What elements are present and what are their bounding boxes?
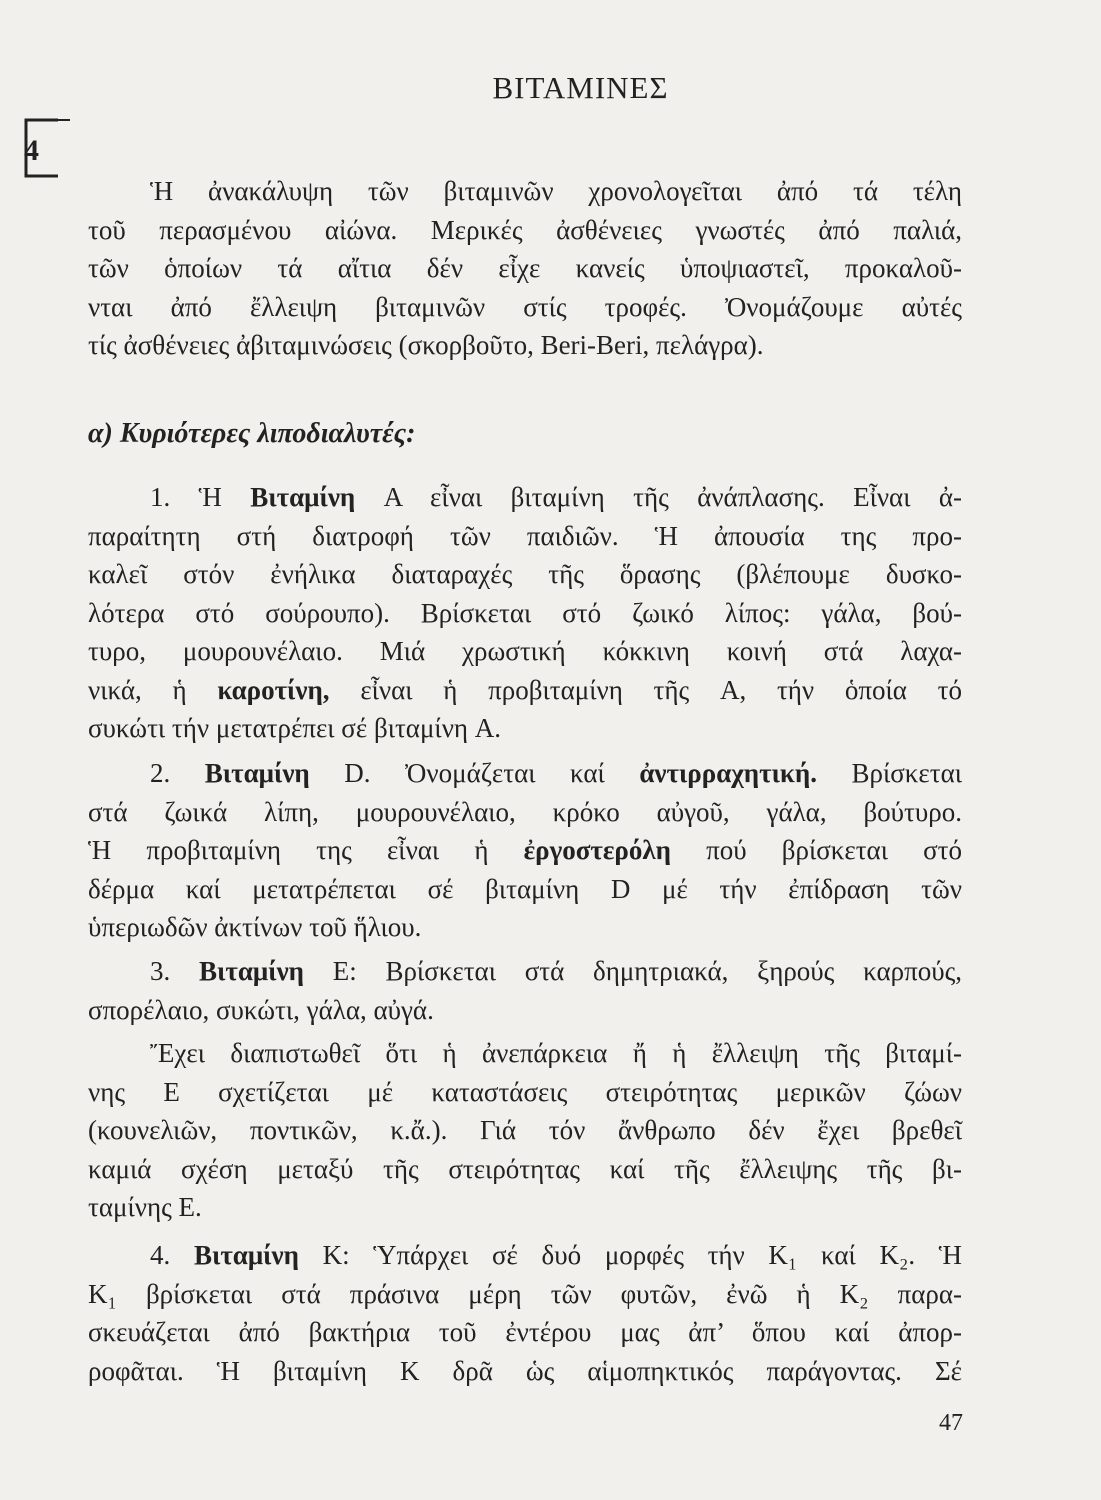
intro-line: Ἡ ἀνακάλυψη τῶν βιταμινῶν χρονολογεῖται ἀπό τά τέλη bbox=[150, 176, 962, 206]
item-vitamin-a bbox=[88, 478, 962, 748]
item-line bbox=[88, 671, 962, 710]
item-bold-term: Βιταμίνη bbox=[193, 1240, 299, 1270]
item-line: δέρμα καί μετατρέπεται σέ βιταμίνη D μέ τήν ἐπίδραση τῶν bbox=[88, 873, 962, 904]
page-number: 47 bbox=[939, 1410, 963, 1436]
item-bold-term: ἐργοστερόλη bbox=[523, 835, 671, 865]
item-line: παραίτητη στή διατροφή τῶν παιδιῶν. Ἡ ἀπουσία της προ- bbox=[88, 520, 962, 551]
item-text: A εἶναι βιταμίνη τῆς ἀνάπλασης. Εἶναι ἀ- bbox=[383, 482, 963, 512]
item-vitamin-k bbox=[88, 1236, 962, 1390]
item-text: Βρίσκεται bbox=[851, 758, 963, 788]
item-text: K: Ὑπάρχει σέ δυό μορφές τήν K₁ καί K₂. Ἡ bbox=[322, 1240, 963, 1270]
item-line: τυρο, μουρουνέλαιο. Μιά χρωστική κόκκινη κοινή στά λαχα- bbox=[88, 636, 962, 666]
paragraph-line: νης E σχετίζεται μέ καταστάσεις στειρότητας μερικῶν ζώων bbox=[88, 1076, 962, 1107]
paragraph-line: (κουνελιῶν, ποντικῶν, κ.ἄ.). Γιά τόν ἄνθρωπο δέν ἔχει βρεθεῖ bbox=[88, 1115, 962, 1145]
item-line: K₁ βρίσκεται στά πράσινα μέρη τῶν φυτῶν, ἐνῶ ἡ K₂ παρα- bbox=[88, 1278, 962, 1309]
item-text: E: Βρίσκεται στά δημητριακά, ξηρούς καρπούς, bbox=[332, 956, 963, 986]
vitamin-e-paragraph bbox=[88, 1034, 962, 1227]
item-line: στά ζωικά λίπη, μουρουνέλαιο, κρόκο αὐγοῦ, γάλα, βούτυρο. bbox=[88, 796, 962, 827]
intro-line: τίς ἀσθένειες ἀβιταμινώσεις (σκορβοῦτο, Beri-Beri, πελάγρα). bbox=[88, 330, 764, 360]
intro-line: νται ἀπό ἔλλειψη βιταμινῶν στίς τροφές. Ὀνομάζουμε αὐτές bbox=[88, 291, 962, 322]
item-bold-term: Βιταμίνη bbox=[250, 482, 356, 512]
item-text: πού βρίσκεται στό bbox=[706, 835, 963, 865]
section-heading: α) Κυριότερες λιποδιαλυτές: bbox=[88, 418, 416, 449]
item-bold-term: Βιταμίνη bbox=[199, 956, 304, 986]
intro-paragraph bbox=[88, 172, 962, 365]
item-line: σκευάζεται ἀπό βακτήρια τοῦ ἐντέρου μας ἀπ’ ὅπου καί ἀπορ- bbox=[88, 1317, 962, 1347]
item-first-line bbox=[88, 952, 962, 991]
item-text: εἶναι ἡ προβιταμίνη τῆς A, τήν ὁποία τό bbox=[360, 674, 963, 705]
paragraph-line: Ἔχει διαπιστωθεῖ ὅτι ἡ ἀνεπάρκεια ἤ ἡ ἔλλειψη τῆς βιταμί- bbox=[150, 1038, 962, 1068]
item-number: 2. bbox=[150, 758, 171, 788]
page-title: ΒΙΤΑΜΙΝΕΣ bbox=[492, 70, 669, 105]
intro-line: τῶν ὁποίων τά αἴτια δέν εἶχε κανείς ὑποψιαστεῖ, προκαλοῦ- bbox=[88, 253, 962, 283]
item-vitamin-e bbox=[88, 952, 962, 1029]
item-line bbox=[88, 831, 962, 870]
item-text: Ἡ προβιταμίνη της εἶναι ἡ bbox=[88, 835, 489, 865]
item-text: D. Ὀνομάζεται καί bbox=[344, 758, 605, 788]
item-text: νικά, ἡ bbox=[88, 674, 187, 705]
paragraph-line: ταμίνης E. bbox=[88, 1192, 202, 1222]
item-line: ὑπεριωδῶν ἀκτίνων τοῦ ἥλιου. bbox=[88, 912, 422, 942]
item-number: 3. bbox=[150, 956, 171, 986]
item-line: λότερα στό σούρουπο). Βρίσκεται στό ζωικό λίπος: γάλα, βού- bbox=[88, 597, 962, 628]
item-first-line bbox=[88, 478, 962, 517]
chapter-number: 4 bbox=[24, 134, 39, 167]
intro-line: τοῦ περασμένου αἰώνα. Μερικές ἀσθένειες γνωστές ἀπό παλιά, bbox=[88, 214, 962, 245]
item-bold-term: καροτίνη, bbox=[217, 674, 330, 705]
item-number: 4. bbox=[150, 1240, 171, 1270]
item-number: 1. Ἡ bbox=[150, 482, 222, 512]
item-line: ροφᾶται. Ἡ βιταμίνη K δρᾶ ὡς αἱμοπηκτικός παράγοντας. Σέ bbox=[88, 1355, 962, 1386]
item-vitamin-d bbox=[88, 754, 962, 947]
paragraph-line: καμιά σχέση μεταξύ τῆς στειρότητας καί τῆς ἔλλειψης τῆς βι- bbox=[88, 1153, 962, 1184]
item-bold-term: ἀντιρραχητική. bbox=[639, 758, 817, 788]
item-line: συκώτι τήν μετατρέπει σέ βιταμίνη A. bbox=[88, 713, 502, 743]
item-line: σπορέλαιο, συκώτι, γάλα, αὐγά. bbox=[88, 994, 434, 1025]
item-bold-term: Βιταμίνη bbox=[204, 758, 310, 788]
item-line: καλεῖ στόν ἐνήλικα διαταραχές τῆς ὅρασης (βλέπουμε δυσκο- bbox=[88, 559, 962, 589]
item-first-line bbox=[88, 1236, 962, 1275]
item-first-line bbox=[88, 754, 962, 793]
